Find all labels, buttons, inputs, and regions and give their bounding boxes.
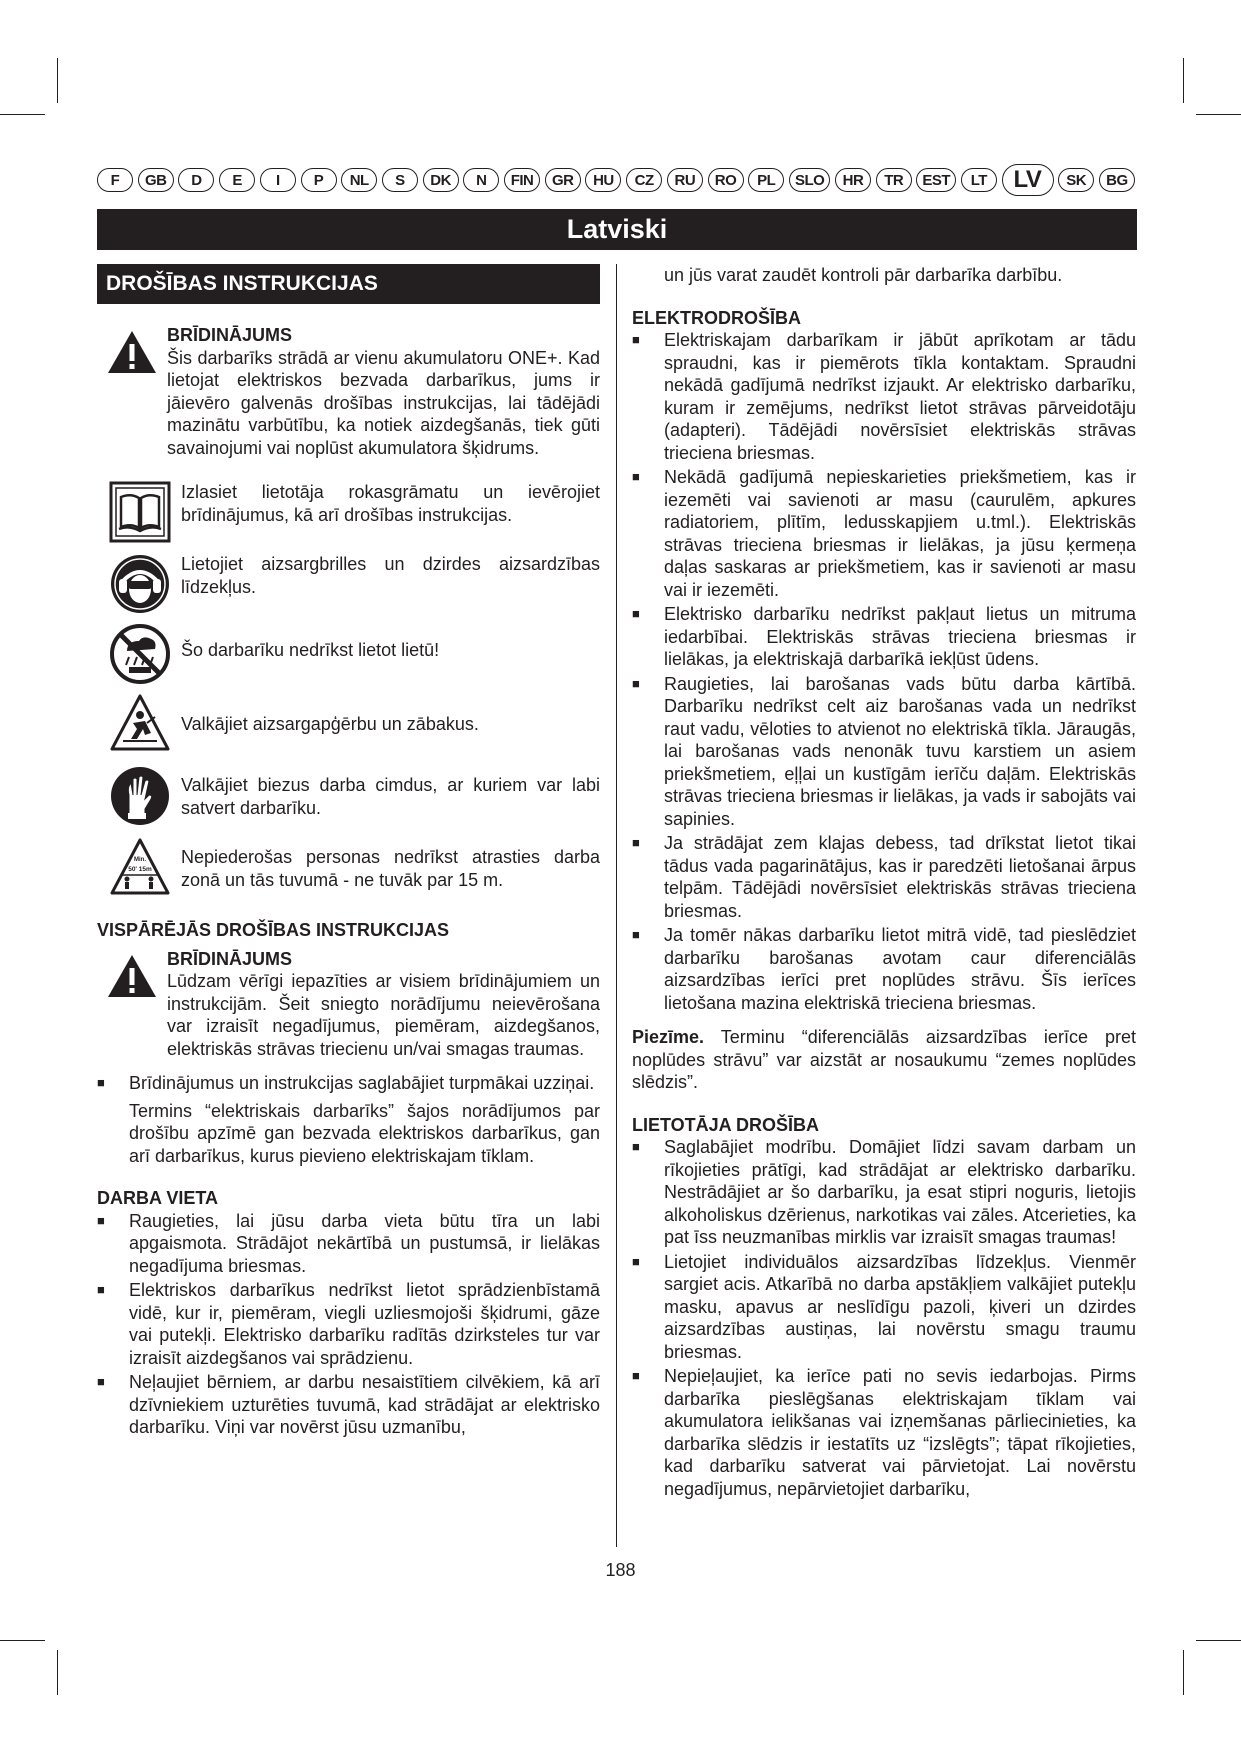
icon-row: [97, 623, 600, 685]
language-tab-gr[interactable]: GR: [545, 168, 581, 192]
icon-text: Valkājiet aizsargapģērbu un zābakus.: [181, 714, 479, 734]
crop-mark: [57, 58, 58, 103]
icon-text: Izlasiet lietotāja rokasgrāmatu un ievērojiet brīdinājumus, kā arī drošības instrukcijas.: [181, 482, 600, 525]
list-item: ■ Neļaujiet bērniem, ar darbu nesaistītiem cilvēkiem, kā arī dzīvniekiem uzturēties tuvumā, kad strādājat ar elektrisko darbarīku. Viņi var novērst jūsu uzmanību,: [97, 1371, 600, 1439]
list-item: ■ Ja tomēr nākas darbarīku lietot mitrā vidē, tad pieslēdziet darbarīku barošanas avotam caur diferenciālās aizsardzības ierīci pret noplūdes strāvu. Šīs ierīces lietošana mazina elektriskā trieciena briesmas.: [632, 924, 1136, 1014]
list-item: ■ Raugieties, lai jūsu darba vieta būtu tīra un labi apgaismota. Strādājot nekārtībā un pustumsā, ir lielākas negadījuma briesmas.: [97, 1210, 600, 1278]
language-tab-ro[interactable]: RO: [708, 168, 744, 192]
language-tab-slo[interactable]: SLO: [789, 168, 830, 192]
icon-text: Valkājiet biezus darba cimdus, ar kuriem var labi satvert darbarīku.: [181, 775, 600, 818]
list-item: ■ Saglabājiet modrību. Domājiet līdzi savam darbam un rīkojieties prātīgi, kad strādājat ar elektrisko darbarīku. Nestrādājiet ar šo darbarīku, ja esat stipri noguris, lietojis alkoholiskus dzērienus, narkotikas vai zāles. Atcerieties, ka pat īss neuzmanības mirklis var izraisīt smagas traumas!: [632, 1136, 1136, 1249]
icon-row: [97, 481, 600, 543]
page-number: 188: [605, 1560, 636, 1580]
icon-row: [97, 837, 600, 899]
subsection-title: VISPĀRĒJĀS DROŠĪBAS INSTRUKCIJAS: [97, 920, 450, 940]
crop-mark: [0, 1640, 45, 1641]
language-tab-n[interactable]: N: [463, 168, 499, 192]
language-tab-nl[interactable]: NL: [341, 168, 377, 192]
warning-block: [97, 948, 600, 1061]
icon-text: Nepiederošas personas nedrīkst atrasties darba zonā un tās tuvumā - ne tuvāk par 15 m.: [181, 847, 600, 890]
language-tab-f[interactable]: F: [97, 168, 133, 192]
page-title: Latviski: [97, 209, 1137, 250]
gloves-icon: [109, 765, 171, 827]
language-tab-e[interactable]: E: [219, 168, 255, 192]
crop-mark: [1183, 58, 1184, 103]
list-item: ■ Raugieties, lai barošanas vads būtu darba kārtībā. Darbarīku nedrīkst celt aiz barošanas vada un nedrīkst raut vadu, vēloties to atvienot no elektriskā tīkla. Jāraugās, lai barošanas vads nenonāk tuvu karstiem un asiem priekšmetiem, eļļai un kustīgām ierīču daļām. Elektriskās strāvas trieciena briesmas ir lielākas, ja vads ir sabojāts vai sapinies.: [632, 673, 1136, 831]
list-item: ■ Elektriskajam darbarīkam ir jābūt aprīkotam ar tādu spraudni, kas ir piemērots tīkla kontaktam. Spraudni nekādā gadījumā nedrīkst izjaukt. Ar elektrisko darbarīku, kuram ir zemējums, nedrīkst lietot strāvas pārveidotāju (adapteri). Tādējādi novērsīsiet elektriskās strāvas trieciena briesmas.: [632, 329, 1136, 464]
language-tab-d[interactable]: D: [178, 168, 214, 192]
crop-mark: [1196, 114, 1241, 115]
language-tab-ru[interactable]: RU: [667, 168, 703, 192]
subsection-title: ELEKTRODROŠĪBA: [632, 307, 802, 328]
warning-title: BRĪDINĀJUMS: [167, 325, 293, 345]
list-item: ■ Ja strādājat zem klajas debess, tad drīkstat lietot tikai tādus vada pagarinātājus, kas ir paredzēti lietošanai ārpus telpām. Tādējādi novērsīsiet elektriskās strāvas trieciena briesmas.: [632, 832, 1136, 922]
section-title: DROŠĪBAS INSTRUKCIJAS: [97, 264, 600, 304]
language-tab-p[interactable]: P: [301, 168, 337, 192]
icon-text: Lietojiet aizsargbrilles un dzirdes aizsardzības līdzekļus.: [181, 554, 600, 597]
language-tab-i[interactable]: I: [260, 168, 296, 192]
manual-icon: [109, 481, 171, 543]
language-tab-lv[interactable]: LV: [1002, 164, 1054, 196]
language-tab-gb[interactable]: GB: [138, 168, 174, 192]
column-divider: [616, 264, 617, 1547]
distance-value-label: 50' 15m: [128, 866, 152, 873]
note-paragraph: [632, 1026, 1136, 1094]
bystanders-distance-icon: [109, 837, 171, 899]
crop-mark: [1196, 1640, 1241, 1641]
list-item: ■ Lietojiet individuālos aizsardzības līdzekļus. Vienmēr sargiet acis. Atkarībā no darba apstākļiem valkājiet putekļu masku, apavus ar neslīdīgu pazoli, ķiveri un dzirdes aizsardzības austiņas, lai novērstu smagu traumu briesmas.: [632, 1251, 1136, 1364]
bullet-list: [632, 329, 1136, 1014]
icon-row: [97, 765, 600, 827]
crop-mark: [1183, 1650, 1184, 1695]
warning-triangle-icon: [107, 330, 157, 374]
crop-mark: [0, 114, 45, 115]
list-item: ■ Elektrisko darbarīku nedrīkst pakļaut lietus un mitruma iedarbībai. Elektriskās strāvas trieciena briesmas ir lielākas, ja elektriskajā darbarīkā iekļūst ūdens.: [632, 603, 1136, 671]
icon-row: [97, 693, 600, 755]
list-item: ■ Brīdinājumus un instrukcijas saglabājiet turpmākai uzziņai.: [97, 1072, 600, 1095]
list-item: ■ Elektriskos darbarīkus nedrīkst lietot sprādzienbīstamā vidē, kur ir, piemēram, viegli uzliesmojoši šķidrumi, gāze vai putekļi. Elektrisko darbarīku radītās dzirksteles tur var izraisīt aizdegšanos vai sprādzienu.: [97, 1279, 600, 1369]
language-tab-bg[interactable]: BG: [1099, 168, 1135, 192]
language-tab-sk[interactable]: SK: [1058, 168, 1094, 192]
language-tab-hr[interactable]: HR: [835, 168, 871, 192]
bullet-list: [97, 1072, 600, 1095]
protective-clothing-icon: [109, 693, 171, 755]
bullet-list: [632, 1136, 1136, 1500]
language-tab-hu[interactable]: HU: [585, 168, 621, 192]
language-tab-pl[interactable]: PL: [748, 168, 784, 192]
bullet-list: [97, 1210, 600, 1439]
warning-block: [97, 324, 600, 459]
right-column: [632, 264, 1136, 1500]
language-tab-est[interactable]: EST: [916, 168, 956, 192]
subsection-title: DARBA VIETA: [97, 1188, 218, 1208]
goggles-ear-protection-icon: [109, 553, 171, 615]
no-rain-icon: [109, 623, 171, 685]
paragraph: un jūs varat zaudēt kontroli pār darbarīka darbību.: [664, 265, 1063, 285]
language-tab-fin[interactable]: FIN: [504, 168, 540, 192]
subsection-title: LIETOTĀJA DROŠĪBA: [632, 1114, 820, 1135]
warning-triangle-icon: [107, 954, 157, 998]
crop-mark: [57, 1650, 58, 1695]
note-text: Terminu “diferenciālās aizsardzības ierīce pret noplūdes strāvu” var aizstāt ar nosaukumu “zemes noplūdes slēdzis”.: [632, 1027, 1136, 1092]
list-item: ■ Nekādā gadījumā nepieskarieties priekšmetiem, kas ir iezemēti vai savienoti ar masu (caurulēm, apkures radiatoriem, plītīm, ledusskapjiem u.tml.). Elektriskās strāvas trieciena briesmas ir lielākas, ja jūsu ķermeņa daļas saskaras ar priekšmetiem, kas ir savienoti ar masu vai ir iezemēti.: [632, 466, 1136, 601]
note-label: Piezīme.: [632, 1027, 705, 1047]
icon-text: Šo darbarīku nedrīkst lietot lietū!: [181, 640, 440, 660]
language-tab-dk[interactable]: DK: [423, 168, 459, 192]
language-tab-lt[interactable]: LT: [961, 168, 997, 192]
warning-text: Šis darbarīks strādā ar vienu akumulatoru ONE+. Kad lietojat elektriskos bezvada darbarīkus, jums ir jāievēro galvenās drošības instrukcijas, lai tādējādi mazinātu varbūtību, ka notiek aizdegšanās, tiek gūti savainojumi vai noplūst akumulatora šķidrums.: [167, 347, 600, 458]
language-tab-tr[interactable]: TR: [876, 168, 912, 192]
language-tab-s[interactable]: S: [382, 168, 418, 192]
warning-text: Lūdzam vērīgi iepazīties ar visiem brīdinājumiem un instrukcijām. Šeit sniegto norādījumu neievērošana var izraisīt negadījumus, piemēram, aizdegšanos, elektriskās strāvas triecienu un/vai smagas traumas.: [167, 971, 600, 1059]
list-item: ■ Nepieļaujiet, ka ierīce pati no sevis iedarbojas. Pirms darbarīka pieslēgšanas elektriskajam tīklam vai akumulatora ielikšanas vai izņemšanas pārliecinieties, ka darbarīka slēdzis ir iestatīts uz “izslēgts”; tāpat rīkojieties, kad darbarīku satverat vai pārvietojat. Lai novērstu negadījumus, nepārvietojiet darbarīku,: [632, 1365, 1136, 1500]
paragraph: Termins “elektriskais darbarīks” šajos norādījumos par drošību apzīmē gan bezvada elektriskos darbarīkus, gan arī darbarīkus, kurus pievieno elektriskajam tīklam.: [129, 1100, 600, 1166]
distance-min-label: Min.: [134, 857, 146, 863]
icon-row: [97, 553, 600, 615]
left-column: [97, 264, 600, 1439]
language-tab-cz[interactable]: CZ: [626, 168, 662, 192]
language-bar: [97, 166, 1135, 194]
warning-title: BRĪDINĀJUMS: [167, 948, 293, 969]
